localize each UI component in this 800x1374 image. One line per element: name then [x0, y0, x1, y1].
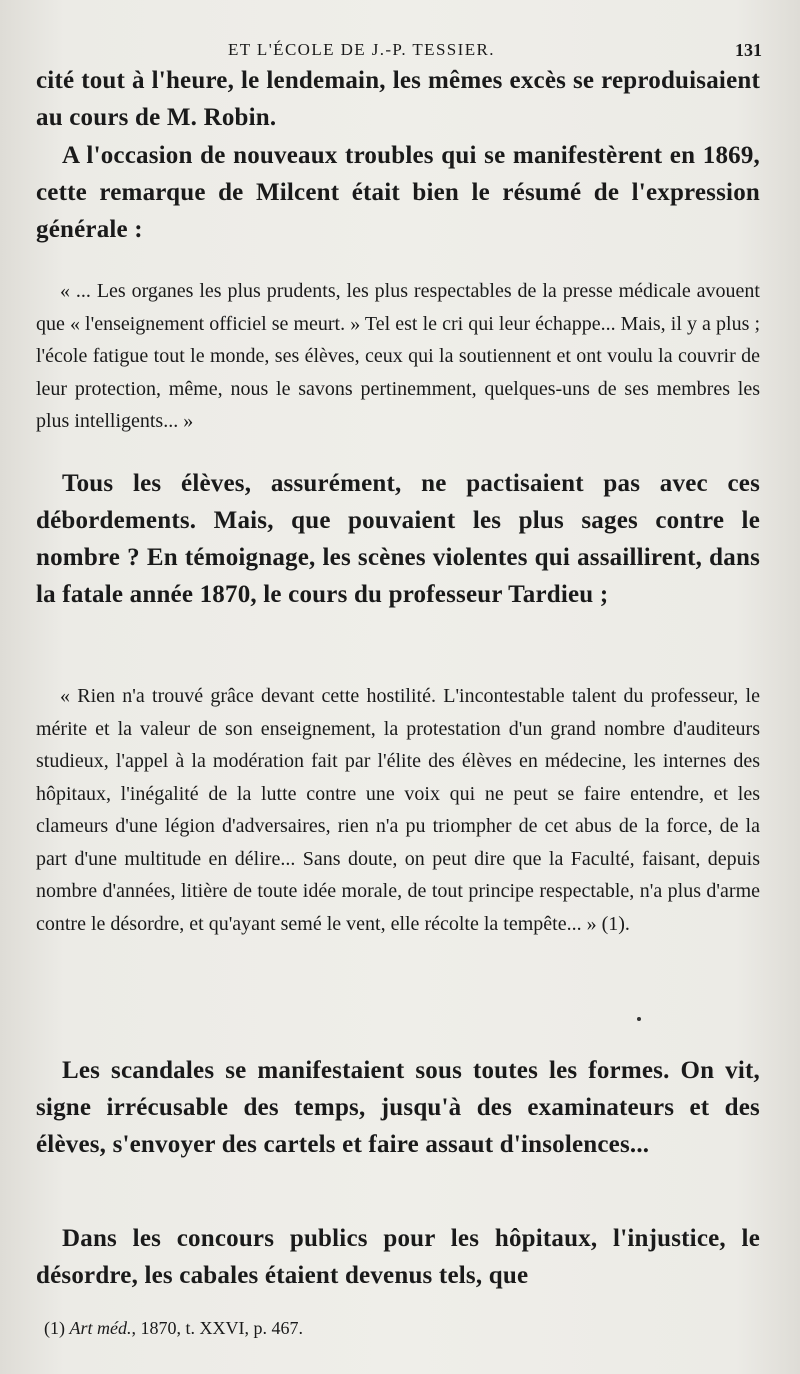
- footnote-source: Art méd.: [69, 1318, 132, 1338]
- paragraph-scandales: Les scandales se manifestaient sous toutes les formes. On vit, signe irrécusable des temps, jusqu'à des examinateurs et des élèves, s'envoyer des cartels et faire assaut d'insolences...: [36, 1057, 760, 1158]
- quote-tardieu: « Rien n'a trouvé grâce devant cette hostilité. L'incontestable talent du professeur, le mérite et la valeur de son enseignement, la protestation d'un grand nombre d'auditeurs studieux, l'appel à la modération fait par l'élite des élèves en médecine, les internes des hôpitaux, l'inégalité de la lutte contre une voix qui ne peut se faire entendre, et les clameurs d'une légion d'adversaires, rien n'a pu triompher de cet abus de la force, de la part d'une multitude en délire... Sans doute, on peut dire que la Faculté, faisant, depuis nombre d'années, litière de toute idée morale, de tout principe respectable, n'a plus d'arme contre le désordre, et qu'ayant semé le vent, elle récolte la tempête... » (1).: [36, 685, 760, 935]
- ink-speck: [637, 1017, 641, 1021]
- paragraph-continuation: cité tout à l'heure, le lendemain, les mêmes excès se reproduisaient au cours de M. Robin.: [36, 67, 760, 131]
- paragraph-concours: Dans les concours publics pour les hôpitaux, l'injustice, le désordre, les cabales étaient devenus tels, que: [36, 1225, 760, 1289]
- paragraph-1869: A l'occasion de nouveaux troubles qui se manifestèrent en 1869, cette remarque de Milcent était bien le résumé de l'expression générale :: [36, 142, 760, 243]
- running-title: ET L'ÉCOLE DE J.-P. TESSIER.: [228, 40, 495, 59]
- footnote-reference: , 1870, t. XXVI, p. 467.: [131, 1318, 303, 1338]
- paragraph-eleves: Tous les élèves, assurément, ne pactisaient pas avec ces débordements. Mais, que pouvaient les plus sages contre le nombre ? En témoignage, les scènes violentes qui assaillirent, dans la fatale année 1870, le cours du professeur Tardieu ;: [36, 470, 760, 608]
- footnote: [44, 1318, 303, 1339]
- page-number: 131: [735, 40, 762, 60]
- quote-milcent: « ... Les organes les plus prudents, les plus respectables de la presse médicale avouent que « l'enseignement officiel se meurt. » Tel est le cri qui leur échappe... Mais, il y a plus ; l'école fatigue tout le monde, ses élèves, ceux qui la soutiennent et ont voulu la couvrir de leur protection, même, nous le savons pertinemment, quelques-uns de ses membres les plus intelligents... »: [36, 280, 760, 432]
- footnote-marker: (1): [44, 1318, 65, 1338]
